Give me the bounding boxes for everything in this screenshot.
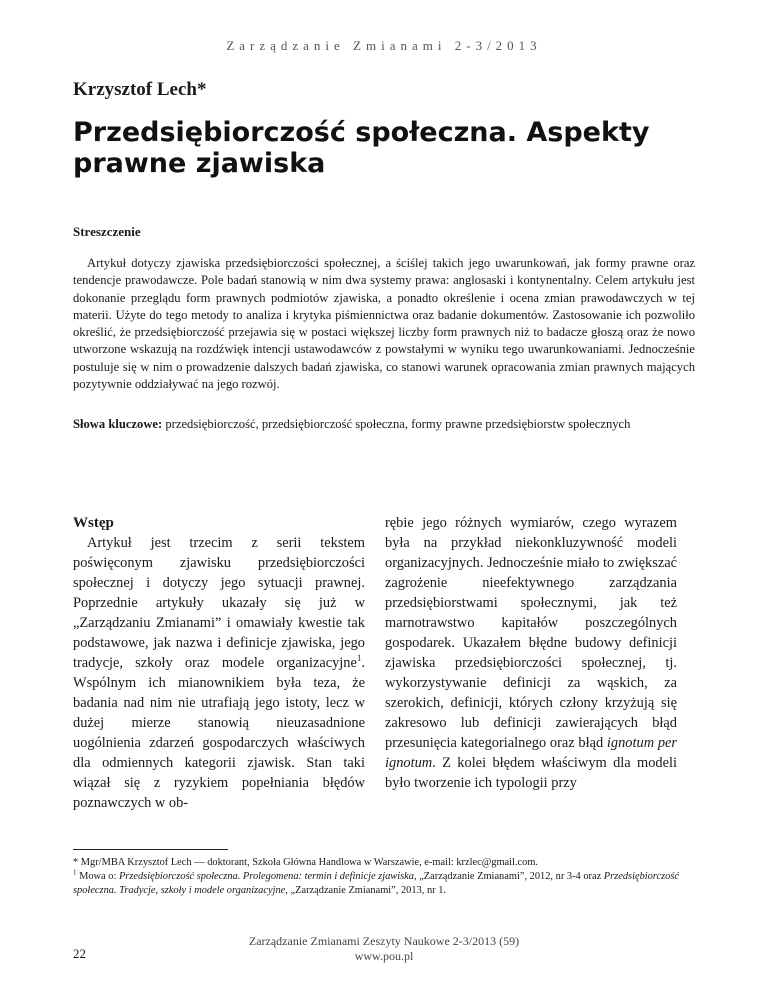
footer-journal-line: Zarządzanie Zmianami Zeszyty Naukowe 2-3/2013 (59) [248, 934, 520, 948]
page-number: 22 [73, 946, 86, 961]
body-text-right-2: . Z kolei błędem właściwym dla modeli było tworzenie ich typologii przy [385, 755, 677, 791]
author-name: Krzysztof Lech* [73, 79, 207, 100]
footnote-divider [73, 849, 228, 850]
footer-website-link[interactable]: www.pou.pl [354, 949, 414, 963]
body-column-left [73, 513, 365, 813]
body-paragraph-right [385, 513, 677, 793]
abstract-text: Artykuł dotyczy zjawiska przedsiębiorczości społecznej, a ściślej takich jego uwarunkowań, jak formy prawne oraz tendencje prawodawcze. Pole badań stanowią w nim dwa systemy prawa: anglosaski i kontynentalny. Celem artykułu jest dokonanie przeglądu form prawnych podmiotów zjawiska, a ponadto określenie i ocena zmian prawodawczych w tej materii. Użyte do tego metody to analiza i krytyka piśmiennictwa oraz badanie dokumentów. Zastosowanie ich pozwoliło określić, że przedsiębiorczość przejawia się w postaci większej liczby form prawnych niż to badacze głoszą oraz że nowo utworzone wskazują na rozdźwięk intencji ustawodawców z powstałymi w wyniku tego uwarunkowaniami. Jednocześnie postuluje się w nim o prowadzenie dalszych badań zjawiska, co stanowi warunek opracowania zmian prawnych mających pozytywnie oddziaływać na jego rozwój. [73, 256, 695, 392]
article-title: Przedsiębiorczość społeczna. Aspekty prawne zjawiska [73, 117, 650, 179]
abstract-label: Streszczenie [73, 224, 141, 239]
body-column-right [385, 513, 677, 793]
footnote-1 [73, 870, 695, 898]
body-text-left-2: . Wspólnym ich mianownikiem była teza, że badania nad nim nie utrafiają jego istoty, lecz w dużej mierze stanowią nieuzasadnione uogólnienia zdarzeń gospodarczych właściwych dla odmiennych kategorii zjawisk. Stan taki wiązał się z ryzykiem popełniania błędów poznawczych w ob- [73, 655, 365, 811]
footnote-star: * Mgr/MBA Krzysztof Lech — doktorant, Szkoła Główna Handlowa w Warszawie, e-mail: krzlec@gmail.com. [73, 857, 539, 868]
body-text-left-1: Artykuł jest trzecim z serii tekstem poświęconym zjawisku przedsiębiorczości społecznej i dotyczy jego sytuacji prawnej. Poprzednie artykuły ukazały się już w „Zarządzaniu Zmianami” i omawiały kwestie tak podstawowe, jak nazwa i definicje zjawiska, jego tradycje, szkoły oraz modele organizacyjne [73, 535, 365, 671]
footnote-1-title-1: Przedsiębiorczość społeczna. Prolegomena: termin i definicje zjawiska [118, 871, 414, 882]
footnote-1-text-e: , „Zarządzanie Zmianami”, 2013, nr 1. [285, 885, 446, 896]
body-paragraph-left [73, 533, 365, 813]
footnote-1-number: 1 [73, 868, 77, 877]
keywords [73, 416, 695, 433]
journal-header: Zarządzanie Zmianami 2-3/2013 [226, 38, 542, 53]
section-heading: Wstęp [73, 515, 114, 531]
keywords-text: przedsiębiorczość, przedsiębiorczość społeczna, formy prawne przedsiębiorstw społecznych [165, 417, 631, 431]
footnotes [73, 856, 695, 898]
footnote-ref[interactable]: 1 [356, 653, 362, 664]
keywords-label: Słowa kluczowe: [73, 417, 163, 431]
footnote-1-title-2: Przedsiębiorczość społeczna. Tradycje, szkoły i modele organizacyjne [73, 871, 680, 896]
body-text-right-italic: ignotum per ignotum [385, 735, 678, 771]
body-text-right-1: rębie jego różnych wymiarów, czego wyrazem była na przykład niekonkluzywność modeli organizacyjnych. Jednocześnie miało to zwiększać zagrożenie nieefektywnego zarządzania przedsiębiorstwami społecznymi, jak też marnotrawstwo kapitałów poszczególnych gospodarek. Ukazałem błędne budowy definicji zjawiska przedsiębiorczości społecznej, tj. wykorzystywanie definicji za wąskich, za szerokich, definicji, których człony krzyżują się zakresowo lub definicji zawierających błąd przesunięcia kategorialnego oraz błąd [385, 515, 677, 751]
footnote-1-text-c: , „Zarządzanie Zmianami”, 2012, nr 3-4 oraz [413, 871, 604, 882]
page-footer [0, 934, 768, 964]
footnote-1-text-a: Mowa o: [76, 871, 119, 882]
